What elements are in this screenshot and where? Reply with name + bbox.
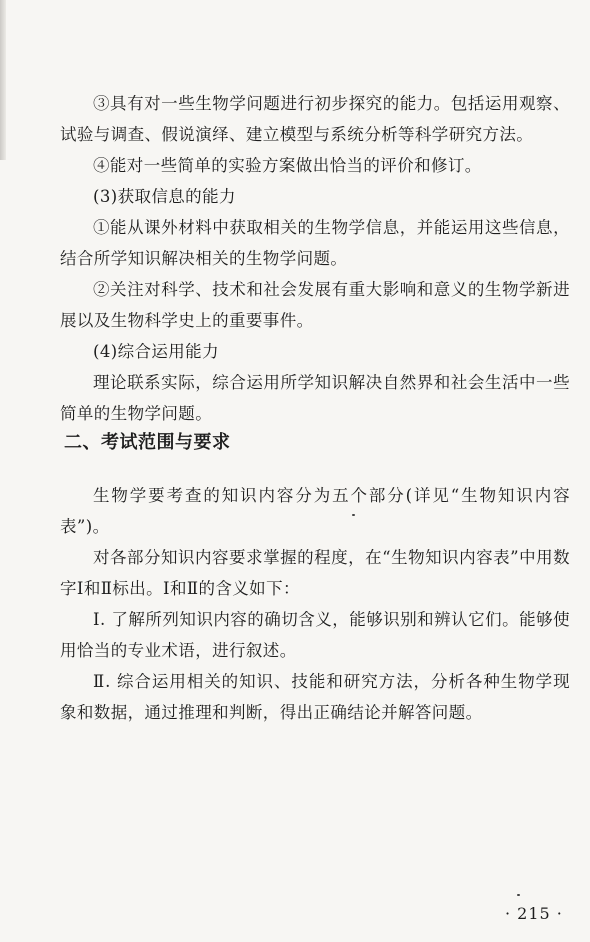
binding-edge [0,0,6,160]
print-speck [352,514,355,516]
paragraph-focus-progress: ②关注对科学、技术和社会发展有重大影响和意义的生物学新进展以及生物科学史上的重要事件。 [60,280,570,330]
paragraph-apply-knowledge: 理论联系实际，综合运用所学知识解决自然界和社会生活中一些简单的生物学问题。 [60,373,570,423]
paragraph-level-two: Ⅱ. 综合运用相关的知识、技能和研究方法，分析各种生物学现象和数据，通过推理和判断，得出正确结论并解答问题。 [60,672,570,722]
paragraph-level-marks: 对各部分知识内容要求掌握的程度，在“生物知识内容表”中用数字Ⅰ和Ⅱ标出。Ⅰ和Ⅱ的含义如下： [60,548,570,598]
subheading-comprehensive-ability: (4)综合运用能力 [93,342,219,361]
paragraph-evaluate-experiment: ④能对一些简单的实验方案做出恰当的评价和修订。 [93,156,482,175]
paragraph-ability-explore: ③具有对一些生物学问题进行初步探究的能力。包括运用观察、试验与调查、假说演绎、建立模型与系统分析等科学研究方法。 [60,94,570,144]
section-heading: 二、考试范围与要求 [64,432,231,453]
paragraph-content-scope: 生物学要考查的知识内容分为五个部分(详见“生物知识内容表”)。 [60,486,570,536]
paragraph-level-one: Ⅰ. 了解所列知识内容的确切含义，能够识别和辨认它们。能够使用恰当的专业术语，进行叙述。 [60,610,570,660]
paragraph-obtain-information: ①能从课外材料中获取相关的生物学信息，并能运用这些信息，结合所学知识解决相关的生物学问题。 [60,218,570,268]
subheading-information-ability: (3)获取信息的能力 [93,187,236,206]
print-speck [517,894,520,896]
page-number: · 215 · [505,904,563,923]
